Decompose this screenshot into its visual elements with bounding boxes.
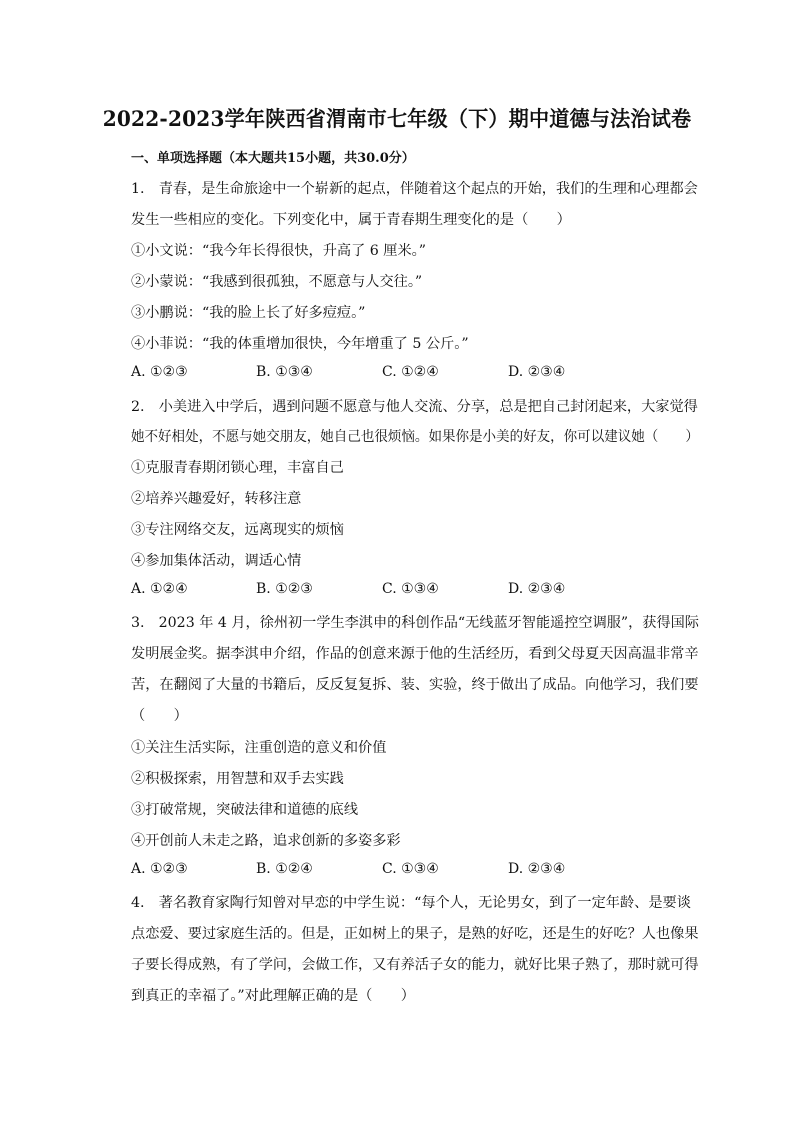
option-b: B. ①②④ [256,861,313,877]
question-3-line-2: 发明展金奖。据李淇申介绍，作品的创意来源于他的生活经历，看到父母夏天因高温非常辛 [131,646,699,662]
question-3-line-3: 苦，在翻阅了大量的书籍后，反反复复拆、装、实验，终于做出了成品。向他学习，我们要 [131,677,699,693]
option-a: A. ①②③ [131,861,188,877]
option-d: D. ②③④ [508,581,566,597]
question-2-statement-4: ④参加集体活动，调适心情 [131,553,302,569]
option-a: A. ①②③ [131,364,188,380]
question-4-line-1: 4. 著名教育家陶行知曾对早恋的中学生说：“每个人，无论男女，到了一定年龄、是要谈 [131,895,691,911]
option-d: D. ②③④ [508,861,566,877]
question-1-statement-1: ①小文说：“我今年长得很快，升高了 6 厘米。” [131,243,427,259]
question-1-statement-3: ③小鹏说：“我的脸上长了好多痘痘。” [131,305,366,321]
option-c: C. ①②④ [382,364,439,380]
question-1-line-1: 1. 青春，是生命旅途中一个崭新的起点，伴随着这个起点的开始，我们的生理和心理都会 [131,181,698,197]
question-2-statement-1: ①克服青春期闭锁心理，丰富自己 [131,460,344,476]
question-3-statement-4: ④开创前人未走之路，追求创新的多姿多彩 [131,833,401,849]
question-2-line-1: 2. 小美进入中学后，遇到问题不愿意与他人交流、分享，总是把自己封闭起来，大家觉得 [131,399,698,415]
question-3-line-1: 3. 2023 年 4 月，徐州初一学生李淇申的科创作品“无线蓝牙智能遥控空调服”，获得国际 [131,615,699,631]
question-2-statement-2: ②培养兴趣爱好，转移注意 [131,491,302,507]
section-heading: 一、单项选择题（本大题共15小题，共30.0分） [131,151,415,166]
option-b: B. ①③④ [256,364,313,380]
question-4-line-2: 点恋爱、要过家庭生活的。但是，正如树上的果子，是熟的好吃，还是生的好吃？人也像果 [131,926,699,942]
question-4-line-4: 到真正的幸福了。”对此理解正确的是（ ） [131,988,415,1004]
question-2-statement-3: ③专注网络交友，远离现实的烦恼 [131,522,344,538]
question-3-line-4: （ ） [131,708,188,724]
question-1-line-2: 发生一些相应的变化。下列变化中，属于青春期生理变化的是（ ） [131,212,571,228]
question-4-line-3: 子要长得成熟，有了学问，会做工作，又有养活子女的能力，就好比果子熟了，那时就可得 [131,957,699,973]
option-d: D. ②③④ [508,364,566,380]
option-c: C. ①③④ [382,581,439,597]
page-title: 2022-2023学年陕西省渭南市七年级（下）期中道德与法治试卷 [102,106,692,131]
question-3-statement-3: ③打破常规，突破法律和道德的底线 [131,802,359,818]
option-b: B. ①②③ [256,581,313,597]
question-1-statement-4: ④小菲说：“我的体重增加很快，今年增重了 5 公斤。” [131,336,469,352]
question-3-statement-2: ②积极探索，用智慧和双手去实践 [131,771,344,787]
option-c: C. ①③④ [382,861,439,877]
option-a: A. ①②④ [131,581,188,597]
question-3-statement-1: ①关注生活实际，注重创造的意义和价值 [131,740,387,756]
question-2-line-2: 她不好相处，不愿与她交朋友，她自己也很烦恼。如果你是小美的好友，你可以建议她（ ） [131,429,699,445]
question-1-statement-2: ②小蒙说：“我感到很孤独，不愿意与人交往。” [131,274,423,290]
